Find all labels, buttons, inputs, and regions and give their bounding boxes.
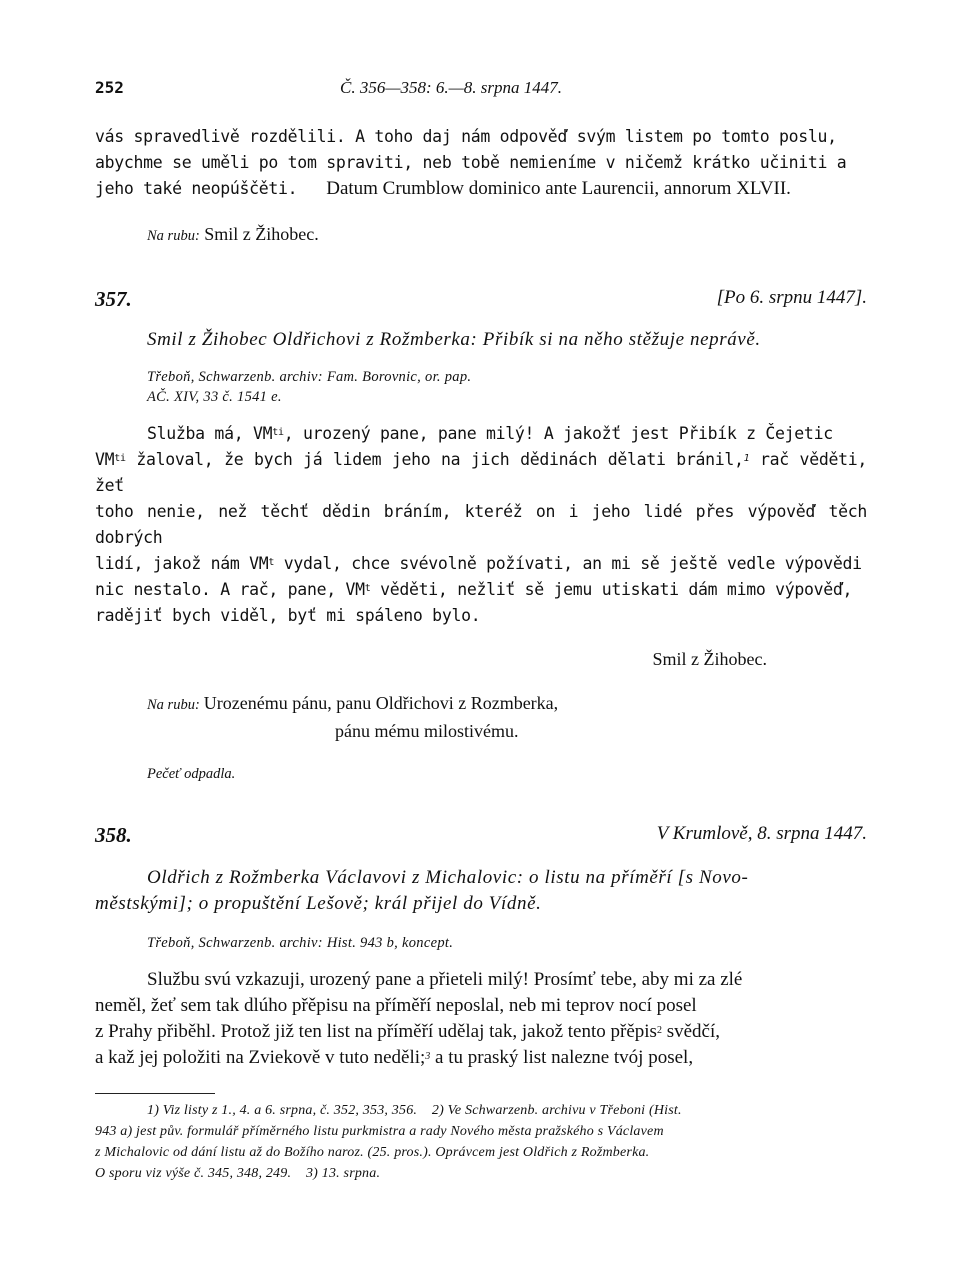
- text-fragment: z Prahy přiběhl. Protož již ten list na příměří udělaj tak, jakož tento přěpis: [95, 1021, 657, 1042]
- doc358-text: [95, 967, 867, 1071]
- running-title: Č. 356—358: 6.—8. srpna 1447.: [340, 78, 562, 97]
- superscript: t: [364, 583, 371, 594]
- footnote-2: 2) Ve Schwarzenb. archivu v Třeboni (Hist.: [431, 1103, 682, 1118]
- page-number: 252: [95, 78, 124, 97]
- document-number: 357.: [95, 287, 132, 311]
- superscript: ti: [114, 453, 126, 464]
- source-line: AČ. XIV, 33 č. 1541 e.: [147, 389, 282, 405]
- footnotes: [95, 1100, 867, 1184]
- footnote-line: 943 a) jest pův. formulář příměrného listu purkmistra a rady Nového města pražského s Václavem: [95, 1124, 664, 1139]
- text-line: [95, 447, 867, 499]
- doc357-heading: [95, 287, 867, 319]
- text-line: neměl, žeť sem tak dlúho přěpisu na příměří neposlal, neb mi teprov nocí posel: [95, 995, 697, 1016]
- text-line: [95, 1019, 867, 1045]
- text-line: [95, 176, 867, 202]
- page-header: [95, 72, 867, 106]
- footnote-line: z Michalovic od dání listu až do Božího naroz. (25. pros.). Oprávcem jest Oldřich z Rožmberka.: [95, 1145, 650, 1160]
- text-line: [95, 551, 867, 577]
- text-line: vás spravedlivě rozdělili. A toho daj nám odpověď svým listem po tomto poslu,: [95, 127, 837, 146]
- text-fragment: a tu praský list nalezne tvój posel,: [430, 1047, 694, 1068]
- footnote-line: [95, 1163, 867, 1184]
- regest-line: Oldřich z Rožmberka Václavovi z Michalovic: o listu na příměří [s Novo-: [147, 867, 749, 888]
- text-line: radějiť bych viděl, byť mi spáleno bylo.: [95, 606, 481, 625]
- verso-text: Smil z Žihobec.: [204, 224, 319, 244]
- text-fragment: rač věděti, žeť: [95, 450, 867, 495]
- footnote-3: 3) 13. srpna.: [305, 1166, 381, 1181]
- regest-line: městskými]; o propuštění Lešově; král přijel do Vídně.: [95, 893, 542, 914]
- text-fragment: nic nestalo. A rač, pane, VM: [95, 580, 365, 599]
- doc356-ending: [95, 124, 867, 202]
- doc357-text: [95, 421, 867, 629]
- text-line: toho nenie, než těchť dědin bráním, kteréž on i jeho lidé přes výpověď těch dobrých: [95, 502, 867, 547]
- text-fragment: , urozený pane, pane milý! A jakožť jest Přibík z Čejetic: [283, 424, 833, 443]
- footnote-2-end: O sporu viz výše č. 345, 348, 249.: [95, 1166, 292, 1181]
- doc357-source: [147, 367, 867, 407]
- text-line: abychme se uměli po tom spraviti, neb tobě nemieníme v ničemž krátko učiniti a: [95, 153, 847, 172]
- text-fragment: jeho také neopúščěti.: [95, 179, 298, 198]
- text-line: [95, 1045, 867, 1071]
- verso-label: Na rubu:: [147, 228, 200, 244]
- text-line: Službu svú vzkazuji, urozený pane a přieteli milý! Prosímť tebe, aby mi za zlé: [147, 969, 743, 990]
- footnote-line: [95, 1100, 867, 1121]
- text-fragment: Služba má, VM: [147, 424, 273, 443]
- verso-address-line: pánu mému milostivému.: [335, 721, 519, 741]
- doc358-heading: [95, 823, 867, 855]
- document-date: [Po 6. srpnu 1447].: [716, 287, 867, 308]
- footnote-separator: [95, 1093, 215, 1094]
- text-fragment: VM: [95, 450, 115, 469]
- verso-label: Na rubu:: [147, 697, 200, 713]
- doc356-verso: [147, 224, 867, 245]
- footnote-1: 1) Viz listy z 1., 4. a 6. srpna, č. 352, 353, 356.: [147, 1103, 418, 1118]
- page: [95, 72, 867, 1184]
- text-line: [95, 421, 867, 447]
- text-fragment: vydal, chce svévolně požívati, an mi sě ještě vedle výpovědi: [274, 554, 862, 573]
- doc358-regest: [95, 865, 867, 917]
- doc357-regest: Smil z Žihobec Oldřichovi z Rožmberka: Přibík si na něho stěžuje neprávě.: [147, 329, 761, 350]
- text-fragment: lidí, jakož nám VM: [95, 554, 269, 573]
- text-fragment: věděti, nežliť sě jemu utiskati dám mimo výpověď,: [370, 580, 853, 599]
- footnote-ref: 2: [656, 1025, 662, 1036]
- superscript: t: [268, 557, 275, 568]
- doc358-source: Třeboň, Schwarzenb. archiv: Hist. 943 b, koncept.: [147, 935, 454, 951]
- datum-clause: Datum Crumblow dominico ante Laurencii, annorum XLVII.: [326, 178, 791, 199]
- doc357-seal-note: Pečeť odpadla.: [147, 766, 236, 782]
- text-fragment: žaloval, že bych já lidem jeho na jich dědinách dělati bránil,: [125, 450, 744, 469]
- text-fragment: a kaž jej položiti na Zviekově v tuto neděli;: [95, 1047, 426, 1068]
- source-line: Třeboň, Schwarzenb. archiv: Fam. Borovnic, or. pap.: [147, 369, 472, 385]
- superscript: ti: [272, 427, 284, 438]
- footnote-ref: 3: [425, 1051, 431, 1062]
- document-number: 358.: [95, 823, 132, 847]
- document-date: V Krumlově, 8. srpna 1447.: [656, 823, 867, 844]
- text-line: [95, 577, 867, 603]
- text-fragment: svědčí,: [661, 1021, 720, 1042]
- doc357-signature: Smil z Žihobec.: [652, 649, 767, 669]
- verso-address-line: Urozenému pánu, panu Oldřichovi z Rozmberka,: [203, 693, 559, 713]
- doc357-verso: [147, 690, 867, 746]
- footnote-ref: 1: [743, 453, 750, 464]
